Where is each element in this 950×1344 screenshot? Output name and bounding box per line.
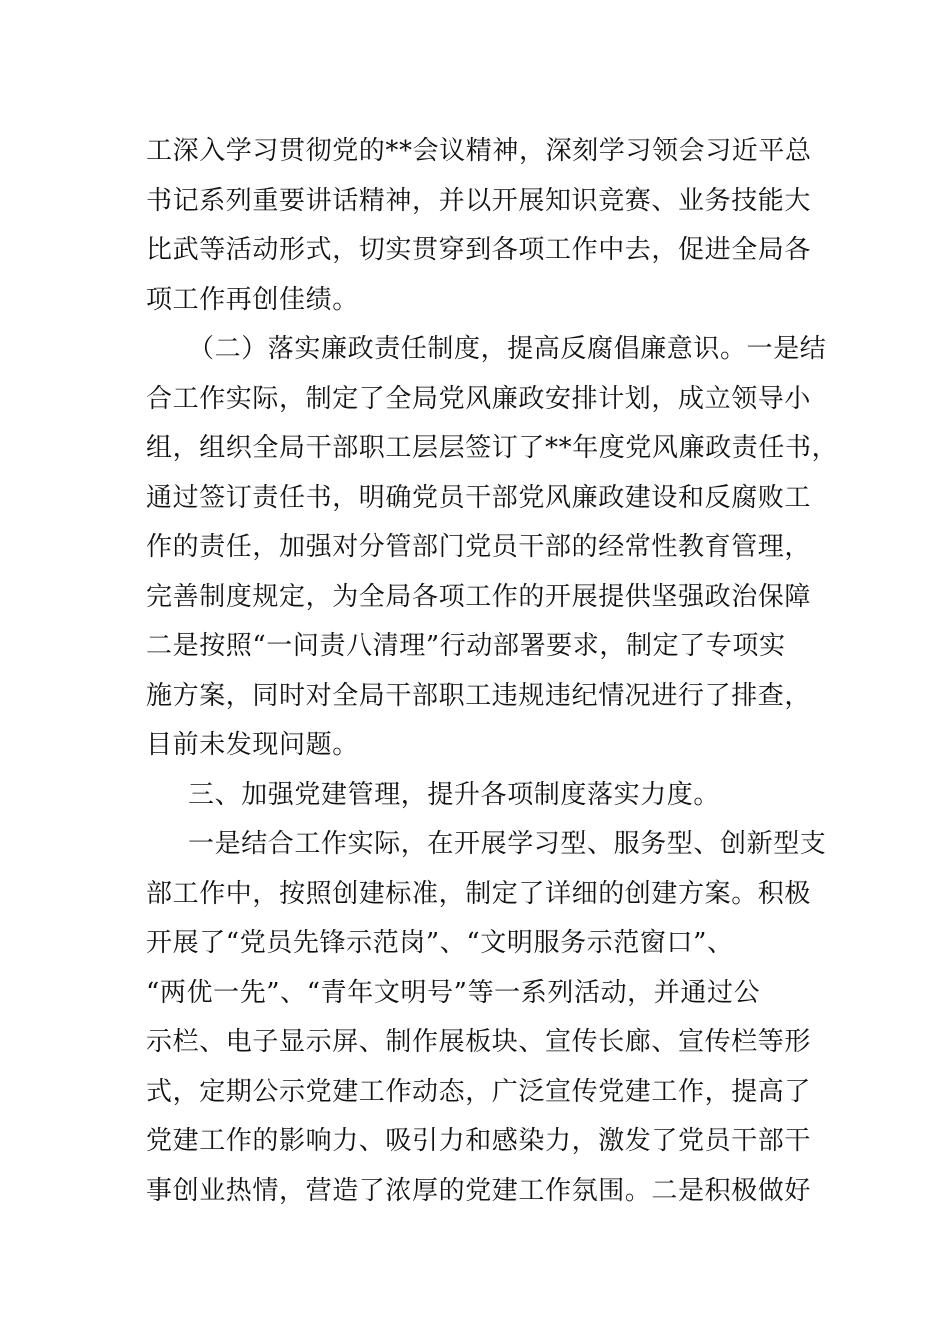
document-body <box>146 127 839 1216</box>
paragraph-start-line: 一是结合工作实际，在开展学习型、服务型、创新型支 <box>188 829 827 859</box>
text-line: 事创业热情，营造了浓厚的党建工作氛围。二是积极做好 <box>146 1175 812 1206</box>
text-line: 完善制度规定，为全局各项工作的开展提供坚强政治保障 <box>146 581 812 612</box>
text-line: 项工作再创佳绩。 <box>146 284 359 315</box>
section-heading-line: （二）落实廉政责任制度，提高反腐倡廉意识。一是结 <box>188 334 827 364</box>
text-line: 部工作中，按照创建标准，制定了详细的创建方案。积极 <box>146 878 812 909</box>
text-line: 目前未发现问题。 <box>146 730 359 760</box>
text-line: 组，组织全局干部职工层层签订了**年度党风廉政责任书， <box>146 433 839 463</box>
text-line: “两优一先”、“青年文明号”等一系列活动，并通过公 <box>146 977 761 1008</box>
text-line: 示栏、电子显示屏、制作展板块、宣传长廊、宣传栏等形 <box>146 1027 812 1057</box>
text-line: 党建工作的影响力、吸引力和感染力，激发了党员干部干 <box>146 1126 812 1156</box>
section-heading: 三、加强党建管理，提升各项制度落实力度。 <box>188 779 721 810</box>
text-line: 式，定期公示党建工作动态，广泛宣传党建工作，提高了 <box>146 1076 812 1107</box>
text-line: 开展了“党员先锋示范岗”、“文明服务示范窗口”、 <box>146 928 734 958</box>
text-line: 书记系列重要讲话精神，并以开展知识竞赛、业务技能大 <box>146 185 812 216</box>
text-line: 工深入学习贯彻党的**会议精神，深刻学习领会习近平总 <box>146 136 812 166</box>
text-line: 作的责任，加强对分管部门党员干部的经常性教育管理， <box>146 532 812 562</box>
text-line: 施方案，同时对全局干部职工违规违纪情况进行了排查， <box>146 680 812 711</box>
text-line: 通过签订责任书，明确党员干部党风廉政建设和反腐败工 <box>146 482 812 513</box>
text-line: 合工作实际，制定了全局党风廉政安排计划，成立领导小 <box>146 383 812 414</box>
text-line: 比武等活动形式，切实贯穿到各项工作中去，促进全局各 <box>146 235 812 265</box>
text-line: 二是按照“一问责八清理”行动部署要求，制定了专项实 <box>146 631 786 661</box>
